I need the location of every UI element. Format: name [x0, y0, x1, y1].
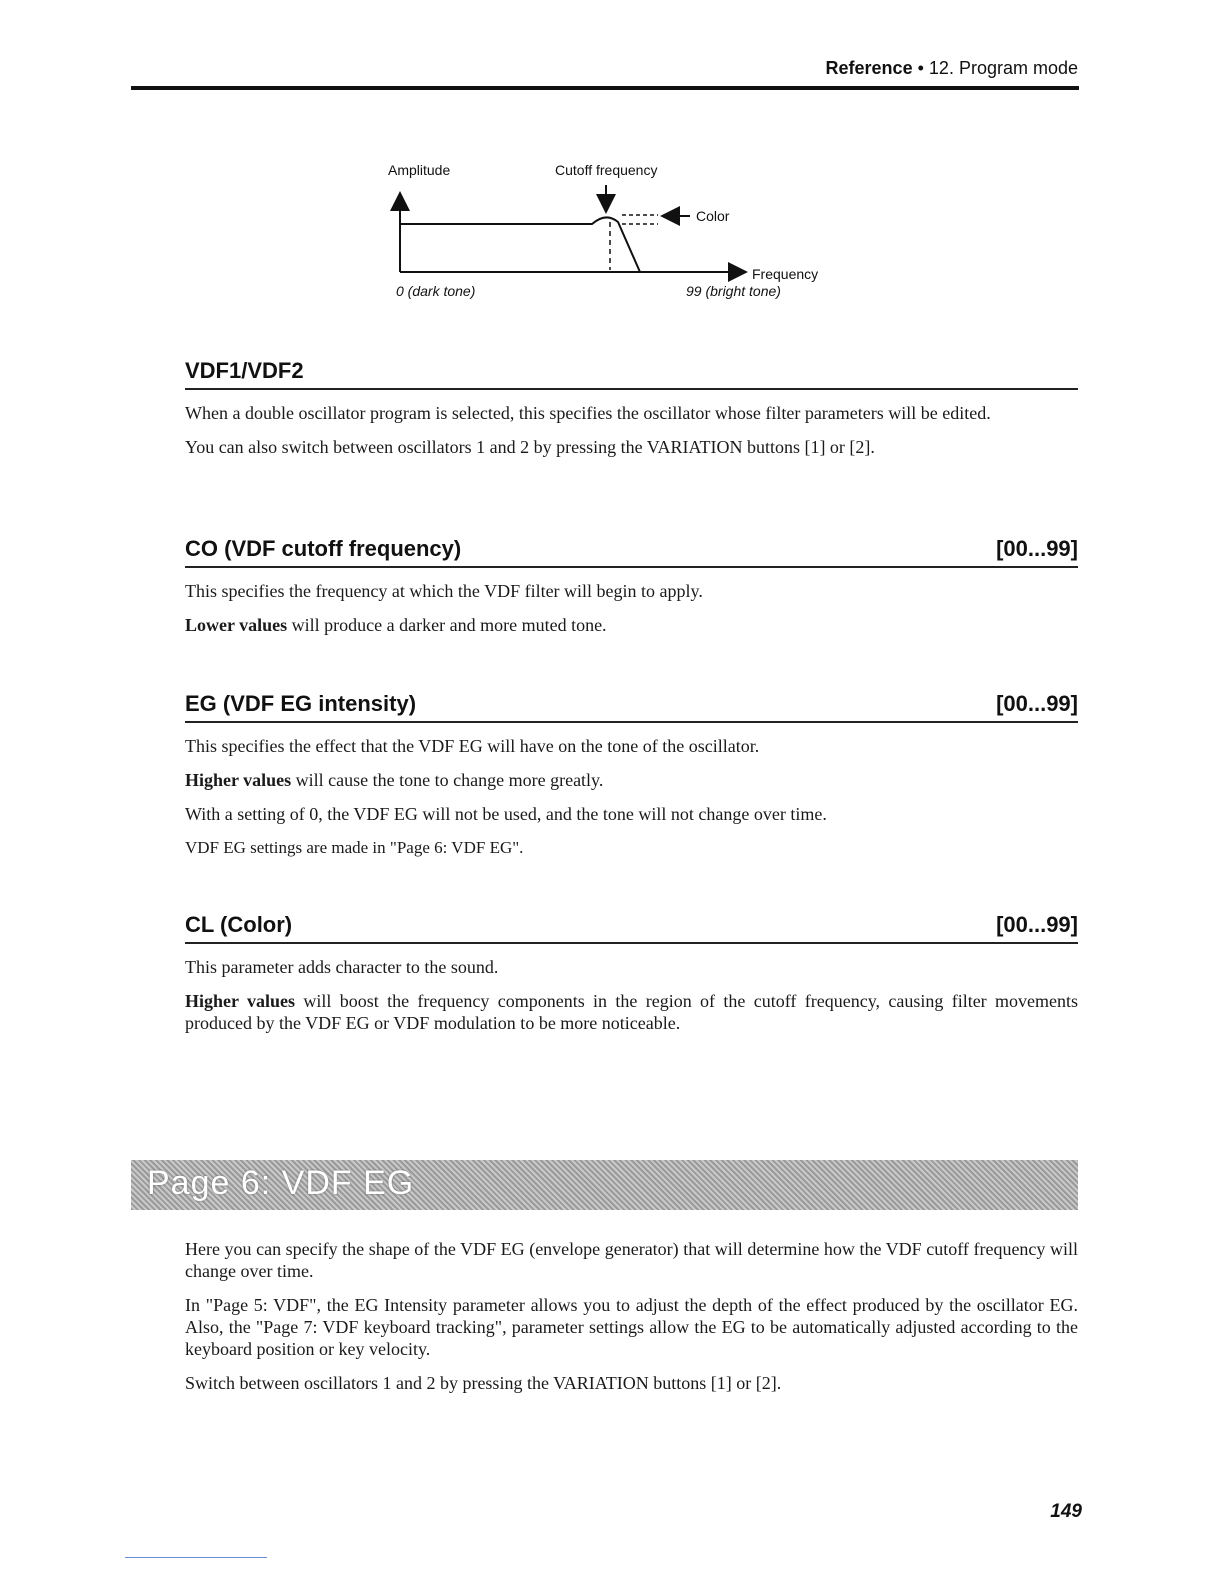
section-eg-intensity: [185, 691, 1078, 859]
color-label: Color: [696, 208, 730, 224]
section-range: [00...99]: [996, 912, 1078, 937]
section-cutoff: [185, 536, 1078, 636]
header-section: Reference: [825, 58, 913, 78]
cutoff-label: Cutoff frequency: [555, 162, 658, 178]
paragraph: [185, 990, 1078, 1034]
section-heading: [185, 912, 1078, 944]
bold-term: Higher values: [185, 770, 292, 790]
paragraph: VDF EG settings are made in "Page 6: VDF EG".: [185, 838, 524, 857]
section-title: CL (Color): [185, 912, 293, 937]
filter-diagram: [0, 0, 1224, 320]
paragraph: Here you can specify the shape of the VDF EG (envelope generator) that will determine how the VDF cutoff frequency will change over time.: [185, 1239, 1078, 1281]
section-heading: [185, 691, 1078, 723]
dark-tone-label: 0 (dark tone): [396, 283, 476, 299]
paragraph: With a setting of 0, the VDF EG will not be used, and the tone will not change over time.: [185, 804, 827, 824]
paragraph-text: will produce a darker and more muted tone.: [287, 615, 607, 635]
page6-banner: [131, 1160, 1078, 1210]
section-range: [00...99]: [996, 691, 1078, 716]
paragraph: When a double oscillator program is selected, this specifies the oscillator whose filter parameters will be edited.: [185, 403, 991, 423]
header-bullet: •: [917, 58, 924, 78]
paragraph: This parameter adds character to the sound.: [185, 957, 499, 977]
paragraph: In "Page 5: VDF", the EG Intensity parameter allows you to adjust the depth of the effect produced by the oscillator EG. Also, the "Page 7: VDF keyboard tracking", parameter settings allow the EG to be automatically adjusted according to the keyboard position or key velocity.: [185, 1295, 1078, 1359]
section-title: CO (VDF cutoff frequency): [185, 536, 462, 561]
paragraph: This specifies the effect that the VDF EG will have on the tone of the oscillator.: [185, 736, 760, 756]
section-heading: [185, 536, 1078, 568]
paragraph: Switch between oscillators 1 and 2 by pressing the VARIATION buttons [1] or [2].: [185, 1373, 782, 1393]
paragraph-text: will cause the tone to change more greatly.: [291, 770, 604, 790]
paragraph: [185, 769, 1078, 791]
section-vdf1-vdf2: [185, 358, 1078, 458]
bright-tone-label: 99 (bright tone): [686, 283, 781, 299]
header-chapter: 12. Program mode: [928, 58, 1078, 78]
section-title: EG (VDF EG intensity): [185, 691, 417, 716]
footer-line: [125, 1557, 267, 1558]
paragraph: [185, 614, 1078, 636]
amplitude-label: Amplitude: [388, 162, 451, 178]
filter-curve: [400, 217, 640, 272]
paragraph: You can also switch between oscillators 1 and 2 by pressing the VARIATION buttons [1] or [2].: [185, 437, 875, 457]
page6-body: [185, 1226, 1078, 1394]
section-range: [00...99]: [996, 536, 1078, 561]
banner-title: Page 6: VDF EG: [147, 1164, 415, 1202]
page-number: 149: [1050, 1501, 1082, 1522]
paragraph-text: will boost the frequency components in the region of the cutoff frequency, causing filter movements produced by the VDF EG or VDF modulation to be more noticeable.: [185, 991, 1079, 1033]
frequency-label: Frequency: [752, 266, 819, 282]
paragraph: This specifies the frequency at which the VDF filter will begin to apply.: [185, 581, 703, 601]
section-heading: [185, 358, 1078, 390]
section-color: [185, 912, 1078, 1034]
bold-term: Lower values: [185, 615, 288, 635]
bold-term: Higher values: [185, 991, 296, 1011]
section-title: VDF1/VDF2: [185, 358, 304, 383]
